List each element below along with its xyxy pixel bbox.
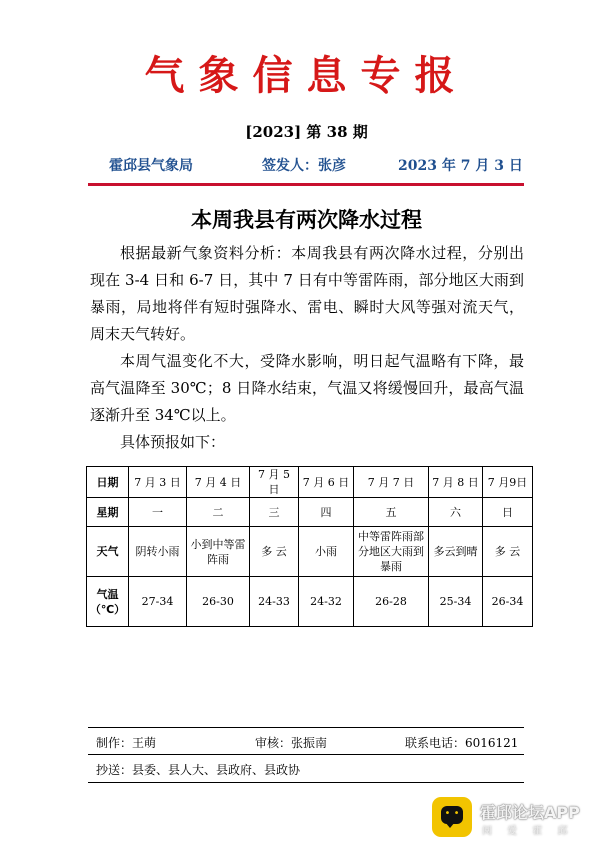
maker: 制作：王萌 (96, 736, 157, 750)
temp-cell: 26-30 (187, 577, 250, 627)
footer-rule-top (88, 727, 524, 728)
issuing-bureau: 霍邱县气象局 (109, 158, 193, 174)
weather-cell: 小到中等雷阵雨 (187, 527, 250, 577)
date-cell: 7 月 4 日 (187, 467, 250, 498)
weekday-cell: 六 (429, 498, 483, 527)
contact-phone: 联系电话：6016121 (405, 736, 519, 750)
date-cell: 7 月 7 日 (354, 467, 429, 498)
weekday-cell: 二 (187, 498, 250, 527)
row-temperature (87, 577, 533, 627)
signer: 签发人：张彦 (262, 158, 346, 174)
temp-cell: 27-34 (129, 577, 187, 627)
chat-bubble-icon: • • • (441, 806, 463, 824)
date-cell: 7 月 6 日 (299, 467, 354, 498)
row-label-weather: 天气 (87, 527, 129, 577)
bulletin-title: 气象信息专报 (144, 52, 469, 99)
issue-date: 2023 年 7 月 3 日 (398, 158, 523, 174)
weekday-cell: 三 (250, 498, 299, 527)
row-weather (87, 527, 533, 577)
weather-cell: 多云到晴 (429, 527, 483, 577)
weather-cell: 多 云 (250, 527, 299, 577)
weekday-cell: 四 (299, 498, 354, 527)
weekday-cell: 一 (129, 498, 187, 527)
date-cell: 7 月9日 (483, 467, 533, 498)
forecast-table (86, 466, 533, 627)
date-cell: 7 月 3 日 (129, 467, 187, 498)
row-weekday (87, 498, 533, 527)
temp-cell: 26-34 (483, 577, 533, 627)
watermark-subtitle: 阅 爱 霍 邱 (482, 826, 574, 837)
weekday-cell: 五 (354, 498, 429, 527)
paragraph-intro: 具体预报如下： (120, 433, 226, 451)
temp-cell: 24-33 (250, 577, 299, 627)
weather-cell: 小雨 (299, 527, 354, 577)
article-body (90, 240, 524, 456)
footer-rule-bottom (88, 782, 524, 783)
forum-app-logo (432, 797, 472, 837)
date-cell: 7 月 8 日 (429, 467, 483, 498)
row-date (87, 467, 533, 498)
temp-cell: 24-32 (299, 577, 354, 627)
reviewer: 审核：张振南 (255, 736, 328, 750)
row-label-date: 日期 (87, 467, 129, 498)
weekday-cell: 日 (483, 498, 533, 527)
row-label-weekday: 星期 (87, 498, 129, 527)
article-heading: 本周我县有两次降水过程 (191, 208, 422, 232)
watermark-title: 霍邱论坛APP (480, 803, 580, 822)
weather-cell: 中等雷阵雨部分地区大雨到暴雨 (354, 527, 429, 577)
footer-rule-middle (88, 754, 524, 755)
issue-number: [2023] 第 38 期 (245, 123, 368, 141)
row-label-temperature: 气温（℃） (87, 577, 129, 627)
header-divider (88, 183, 524, 186)
date-cell: 7 月 5 日 (250, 467, 299, 498)
weather-cell: 多 云 (483, 527, 533, 577)
paragraph-summary: 根据最新气象资料分析：本周我县有两次降水过程，分别出现在 3-4 日和 6-7 日，其中 7 日有中等雷阵雨，部分地区大雨到暴雨，局地将伴有短时强降水、雷电、瞬时大风等强对流天气，周末天气转好。 (90, 244, 524, 343)
temp-cell: 26-28 (354, 577, 429, 627)
temp-cell: 25-34 (429, 577, 483, 627)
paragraph-temperature: 本周气温变化不大，受降水影响，明日起气温略有下降，最高气温降至 30℃；8 日降水结束，气温又将缓慢回升，最高气温逐渐升至 34℃以上。 (90, 352, 524, 424)
weather-cell: 阴转小雨 (129, 527, 187, 577)
carbon-copy: 抄送：县委、县人大、县政府、县政协 (96, 763, 301, 777)
